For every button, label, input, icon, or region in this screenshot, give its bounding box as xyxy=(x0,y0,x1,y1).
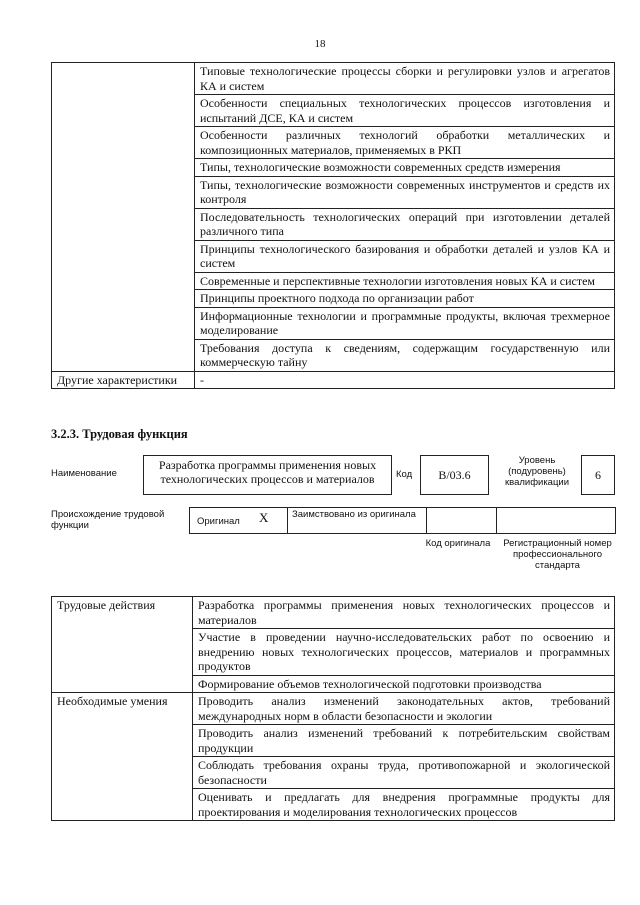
origin-label: Происхождение трудовой функции xyxy=(51,509,165,531)
actions-label: Трудовые действия xyxy=(52,597,193,693)
original-label: Оригинал xyxy=(197,516,240,527)
origin-reg-number-cell xyxy=(496,507,616,534)
knowledge-table xyxy=(51,62,615,389)
action-row: Формирование объемов технологической подготовки производства xyxy=(193,675,615,693)
other-characteristics-value: - xyxy=(195,371,615,389)
level-label: Уровень (подуровень) квалификации xyxy=(504,455,570,488)
knowledge-row: Принципы проектного подхода по организации работ xyxy=(195,290,615,308)
skill-row: Оценивать и предлагать для внедрения программные продукты для проектирования и моделирования технологических процессов xyxy=(193,789,615,821)
knowledge-row: Особенности различных технологий обработки металлических и композиционных материалов, применяемых в РКП xyxy=(195,127,615,159)
borrowed-label: Заимствовано из оригинала xyxy=(292,509,416,520)
other-characteristics-label: Другие характеристики xyxy=(52,371,195,389)
action-row: Разработка программы применения новых технологических процессов и материалов xyxy=(193,597,615,629)
actions-skills-table xyxy=(51,596,615,821)
original-mark: X xyxy=(259,510,269,525)
knowledge-row: Последовательность технологических операций при изготовлении деталей различного типа xyxy=(195,208,615,240)
knowledge-row: Типы, технологические возможности современных средств измерения xyxy=(195,159,615,177)
knowledge-row: Информационные технологии и программные продукты, включая трехмерное моделирование xyxy=(195,307,615,339)
code-label: Код xyxy=(396,469,413,480)
origin-code-cell xyxy=(426,507,497,534)
skill-row: Соблюдать требования охраны труда, противопожарной и экологической безопасности xyxy=(193,757,615,789)
skills-label: Необходимые умения xyxy=(52,693,193,821)
skill-row: Проводить анализ изменений законодательных актов, требований международных норм в области безопасности и экологии xyxy=(193,693,615,725)
knowledge-row: Современные и перспективные технологии изготовления новых КА и систем xyxy=(195,272,615,290)
reg-number-label: Регистрационный номер профессионального стандарта xyxy=(503,538,612,571)
page-number: 18 xyxy=(314,38,326,50)
knowledge-row: Типовые технологические процессы сборки и регулировки узлов и агрегатов КА и систем xyxy=(195,63,615,95)
code-box: B/03.6 xyxy=(420,455,489,495)
level-box: 6 xyxy=(581,455,615,495)
name-label: Наименование xyxy=(51,468,117,479)
action-row: Участие в проведении научно-исследовательских работ по освоению и внедрению новых технологических процессов, материалов и программных продуктов xyxy=(193,629,615,676)
knowledge-row: Принципы технологического базирования и обработки деталей и узлов КА и систем xyxy=(195,240,615,272)
skill-row: Проводить анализ изменений требований к потребительским свойствам продукции xyxy=(193,725,615,757)
knowledge-row: Требования доступа к сведениям, содержащим государственную или коммерческую тайну xyxy=(195,339,615,371)
knowledge-row: Типы, технологические возможности современных инструментов и средств их контроля xyxy=(195,176,615,208)
knowledge-label-cell xyxy=(52,63,195,372)
function-name-box: Разработка программы применения новых технологических процессов и материалов xyxy=(143,455,392,495)
section-heading: 3.2.3. Трудовая функция xyxy=(51,427,188,441)
knowledge-row: Особенности специальных технологических процессов изготовления и испытаний ДСЕ, КА и систем xyxy=(195,95,615,127)
code-original-label: Код оригинала xyxy=(425,538,491,549)
